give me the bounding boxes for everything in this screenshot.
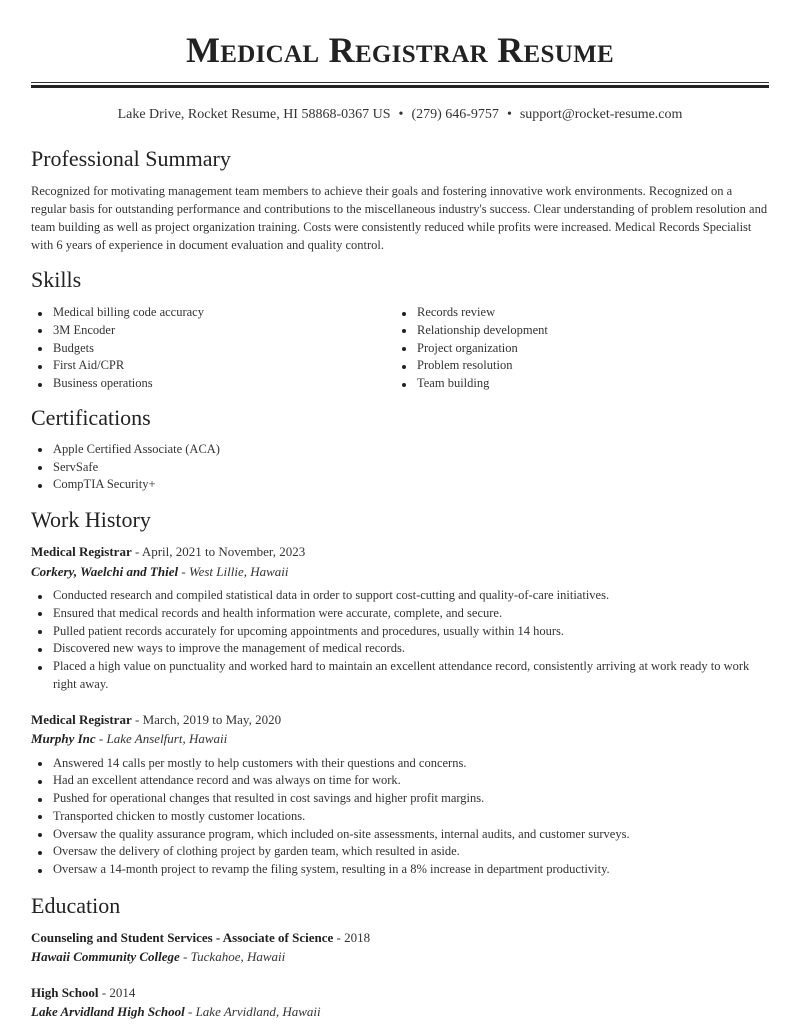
job-title-line xyxy=(31,710,769,730)
school-line xyxy=(31,947,769,967)
section-heading: Certifications xyxy=(31,404,151,430)
job-company-line xyxy=(31,729,769,749)
section-heading: Education xyxy=(31,892,121,918)
resume-page xyxy=(31,0,769,1022)
job-title: Medical Registrar xyxy=(31,544,132,559)
section-heading: Skills xyxy=(31,267,82,292)
job-bullet: Answered 14 calls per mostly to help customers with their questions and concerns. xyxy=(31,755,769,773)
job-dates: April, 2021 to November, 2023 xyxy=(141,544,306,559)
contact-email: support@rocket-resume.com xyxy=(519,107,683,122)
job-bullet: Oversaw the delivery of clothing project by garden team, which resulted in aside. xyxy=(31,843,769,861)
job-bullet: Oversaw the quality assurance program, which included on-site assessments, internal audits, and customer surveys. xyxy=(31,826,769,844)
job-title: Medical Registrar xyxy=(31,711,132,727)
dash: - xyxy=(131,711,143,727)
degree: High School xyxy=(31,984,99,1000)
resume-title: Medical Registrar Resume xyxy=(186,30,614,70)
job-bullet: Placed a high value on punctuality and worked hard to maintain an excellent attendance record, consistently arriving at work ready to work right away. xyxy=(31,658,769,694)
certification-item: CompTIA Security+ xyxy=(31,476,769,494)
skill-item: Problem resolution xyxy=(395,357,759,375)
job-dates: March, 2019 to May, 2020 xyxy=(142,711,282,727)
summary-text: Recognized for motivating management team members to achieve their goals and fostering innovative work environments. Recognized on a regular basis for outstanding performance and contributions to the miscellaneous industry's success. Clear understanding of problem resolution and team building as well as project organization training. Costs were consistently reduced while profits were increased. Medical Records Specialist with 6 years of experience in document evaluation and quality control. xyxy=(31,184,768,252)
job-bullet: Transported chicken to mostly customer locations. xyxy=(31,808,769,826)
contact-phone: (279) 646-9757 xyxy=(411,107,499,122)
skills-list-right xyxy=(395,304,759,393)
dash: - xyxy=(333,929,345,945)
skill-item: First Aid/CPR xyxy=(31,357,395,375)
skill-item: Team building xyxy=(395,375,759,393)
skills-section xyxy=(31,267,769,393)
professional-summary-section xyxy=(31,146,769,254)
education-section xyxy=(31,893,769,1022)
job-bullet: Discovered new ways to improve the management of medical records. xyxy=(31,640,769,658)
separator-dot: • xyxy=(506,107,512,122)
work-history-section xyxy=(31,507,769,879)
job-bullet: Conducted research and compiled statistical data in order to support cost-cutting and quality-of-care initiatives. xyxy=(31,587,769,605)
job-bullet: Had an excellent attendance record and was always on time for work. xyxy=(31,772,769,790)
section-heading: Professional Summary xyxy=(31,146,231,171)
school-location: Lake Arvidland, Hawaii xyxy=(195,1004,321,1020)
section-heading: Work History xyxy=(31,507,151,532)
job-bullet: Ensured that medical records and health information were accurate, complete, and secure. xyxy=(31,605,769,623)
skill-item: 3M Encoder xyxy=(31,322,395,340)
school-line xyxy=(31,1002,769,1022)
school-location: Tuckahoe, Hawaii xyxy=(190,949,286,965)
job-title-line xyxy=(31,542,769,562)
certifications-section xyxy=(31,405,769,494)
degree-line xyxy=(31,983,769,1003)
skills-columns xyxy=(31,304,769,393)
job-entry xyxy=(31,542,769,694)
dash: - xyxy=(178,563,189,579)
dash: - xyxy=(184,1004,196,1020)
job-location: Lake Anselfurt, Hawaii xyxy=(106,731,228,746)
job-bullet: Pushed for operational changes that resulted in cost savings and higher profit margins. xyxy=(31,790,769,808)
education-entry xyxy=(31,983,769,1022)
degree: Counseling and Student Services - Associate of Science xyxy=(31,929,334,945)
graduation-year: 2018 xyxy=(344,929,371,945)
certification-item: ServSafe xyxy=(31,459,769,477)
skill-item: Project organization xyxy=(395,340,759,358)
title-divider xyxy=(31,82,769,88)
job-bullet: Oversaw a 14-month project to revamp the filing system, resulting in a 8% increase in department productivity. xyxy=(31,861,769,879)
skill-item: Medical billing code accuracy xyxy=(31,304,395,322)
job-bullet: Pulled patient records accurately for upcoming appointments and procedures, usually within 14 hours. xyxy=(31,623,769,641)
job-company: Murphy Inc xyxy=(31,731,96,746)
school-name: Hawaii Community College xyxy=(31,949,180,965)
job-bullets xyxy=(31,587,769,694)
separator-dot: • xyxy=(398,107,404,122)
job-entry xyxy=(31,710,769,879)
job-location: West Lillie, Hawaii xyxy=(188,563,289,579)
degree-line xyxy=(31,928,769,948)
job-bullets xyxy=(31,755,769,879)
dash: - xyxy=(131,544,142,559)
education-entry xyxy=(31,928,769,967)
dash: - xyxy=(179,949,191,965)
contact-line xyxy=(31,106,769,124)
certifications-list xyxy=(31,441,769,494)
job-company: Corkery, Waelchi and Thiel xyxy=(31,563,179,579)
job-company-line xyxy=(31,562,769,582)
school-name: Lake Arvidland High School xyxy=(31,1004,185,1020)
skill-item: Records review xyxy=(395,304,759,322)
skills-list-left xyxy=(31,304,395,393)
skill-item: Business operations xyxy=(31,375,395,393)
skill-item: Relationship development xyxy=(395,322,759,340)
contact-address: Lake Drive, Rocket Resume, HI 58868-0367 US xyxy=(117,107,391,122)
certification-item: Apple Certified Associate (ACA) xyxy=(31,441,769,459)
dash: - xyxy=(95,731,107,746)
skill-item: Budgets xyxy=(31,340,395,358)
dash: - xyxy=(98,984,110,1000)
graduation-year: 2014 xyxy=(109,984,136,1000)
